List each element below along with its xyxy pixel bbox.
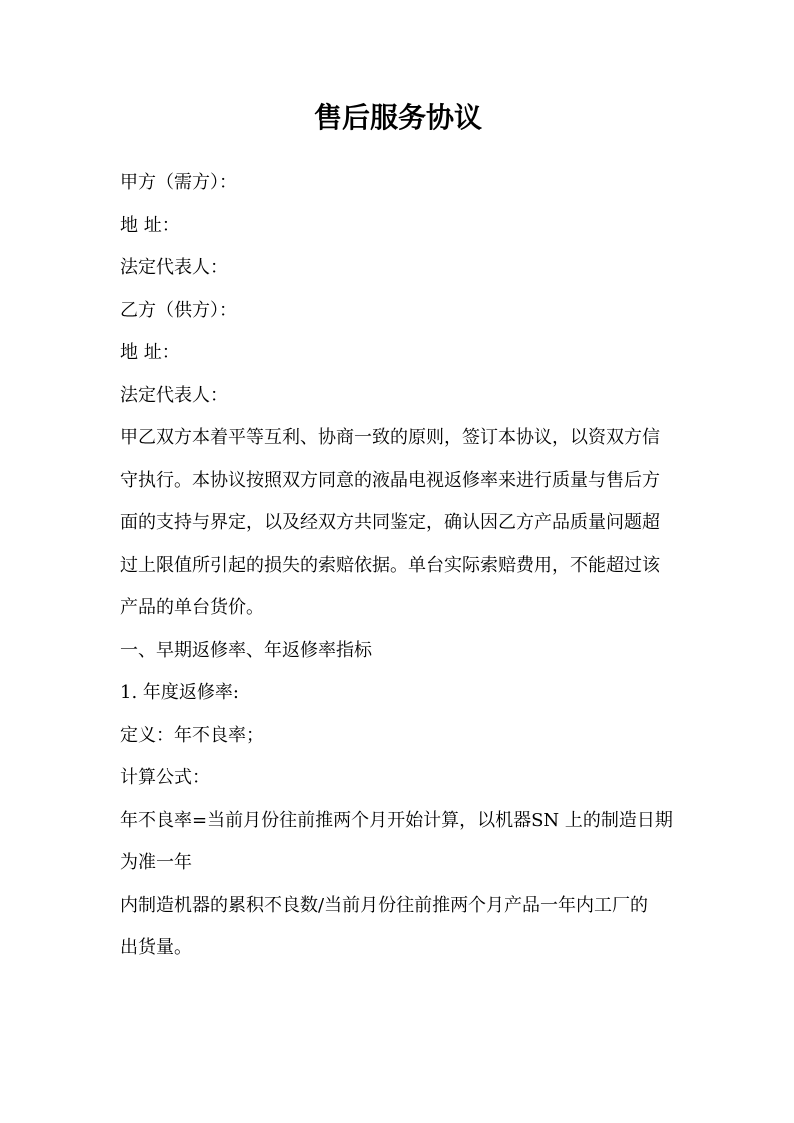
party-a-address: 地 址： — [120, 214, 180, 236]
party-a-representative: 法定代表人： — [120, 257, 228, 278]
formula-line: 为准一年 — [120, 852, 192, 873]
party-a-label: 甲方（需方）： — [120, 172, 237, 193]
formula-label: 计算公式： — [120, 767, 210, 788]
intro-line: 产品的单台货价。 — [120, 597, 264, 618]
document-body — [120, 162, 676, 970]
formula-line: 年不良率=当前月份往前推两个月开始计算，以机器SN 上的制造日期 — [120, 809, 673, 831]
intro-line: 面的支持与界定，以及经双方共同鉴定，确认因乙方产品质量问题超 — [120, 512, 660, 533]
intro-line: 甲乙双方本着平等互利、协商一致的原则，签订本协议，以资双方信 — [120, 427, 660, 448]
section-heading: 一、早期返修率、年返修率指标 — [120, 639, 372, 661]
intro-line: 守执行。本协议按照双方同意的液晶电视返修率来进行质量与售后方 — [120, 469, 660, 491]
formula-line: 内制造机器的累积不良数/当前月份往前推两个月产品一年内工厂的 — [120, 894, 649, 916]
item-title: 1. 年度返修率: — [120, 682, 239, 703]
document-title: 售后服务协议 — [313, 101, 482, 134]
party-b-representative: 法定代表人： — [120, 384, 228, 406]
formula-line: 出货量。 — [120, 937, 192, 958]
party-b-address: 地 址： — [120, 342, 180, 363]
definition-text: 定义：年不良率； — [120, 724, 264, 746]
party-b-label: 乙方（供方）： — [120, 299, 237, 321]
intro-line: 过上限值所引起的损失的索赔依据。单台实际索赔费用，不能超过该 — [120, 554, 660, 576]
